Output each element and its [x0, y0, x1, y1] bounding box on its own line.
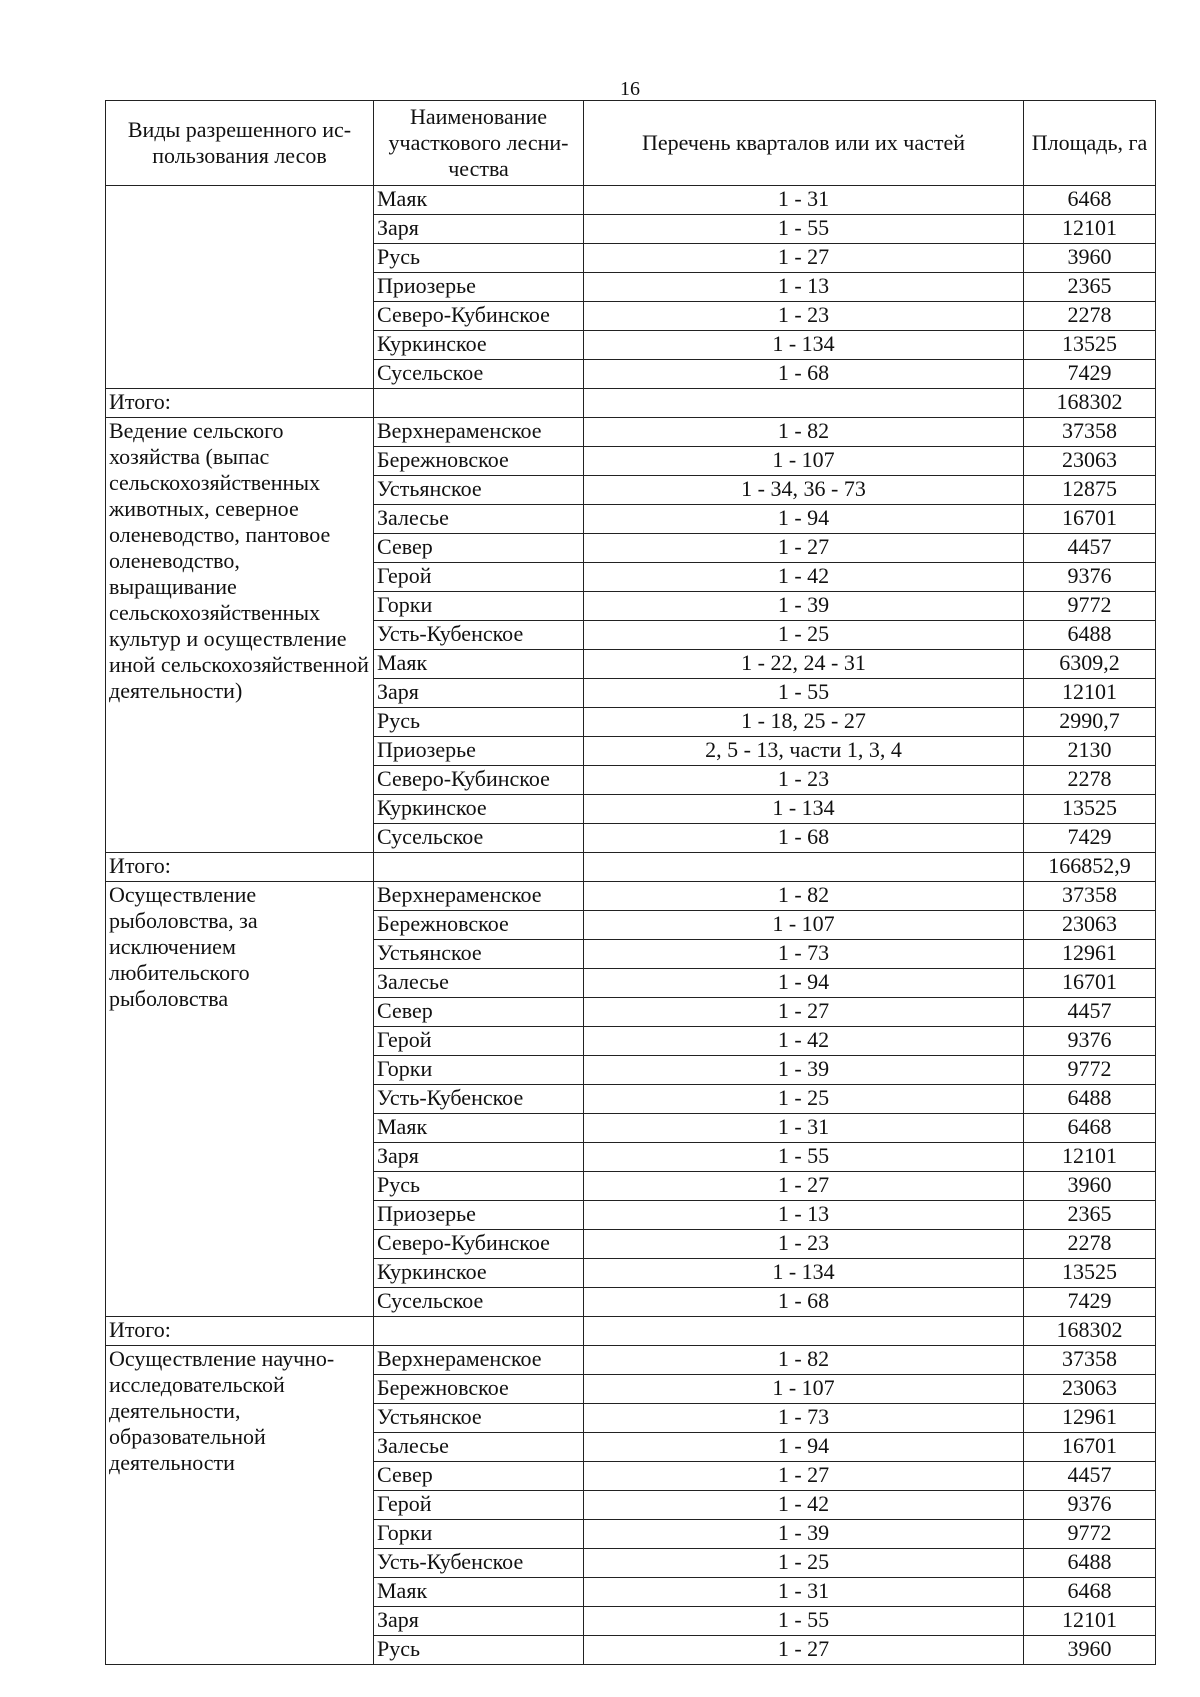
area-cell: 9376	[1024, 563, 1156, 592]
total-row	[106, 389, 1156, 418]
quarters-cell: 1 - 82	[584, 882, 1024, 911]
forestry-name-cell: Куркинское	[374, 331, 584, 360]
quarters-cell: 1 - 22, 24 - 31	[584, 650, 1024, 679]
forestry-name-cell: Русь	[374, 1636, 584, 1665]
quarters-cell: 1 - 27	[584, 534, 1024, 563]
forestry-name-cell: Маяк	[374, 1578, 584, 1607]
quarters-cell: 1 - 134	[584, 1259, 1024, 1288]
total-empty-cell	[374, 389, 584, 418]
area-cell: 2278	[1024, 766, 1156, 795]
quarters-cell: 1 - 23	[584, 766, 1024, 795]
forestry-name-cell: Северо-Кубинское	[374, 302, 584, 331]
quarters-cell: 1 - 31	[584, 1114, 1024, 1143]
header-area: Площадь, га	[1024, 101, 1156, 186]
forestry-name-cell: Бережновское	[374, 1375, 584, 1404]
quarters-cell: 1 - 34, 36 - 73	[584, 476, 1024, 505]
quarters-cell: 1 - 94	[584, 1433, 1024, 1462]
forestry-name-cell: Сусельское	[374, 1288, 584, 1317]
header-forestry: Наименование участкового лесни-чества	[374, 101, 584, 186]
area-cell: 7429	[1024, 360, 1156, 389]
area-cell: 4457	[1024, 998, 1156, 1027]
quarters-cell: 1 - 13	[584, 273, 1024, 302]
area-cell: 9376	[1024, 1491, 1156, 1520]
header-kind: Виды разрешенного ис-пользования лесов	[106, 101, 374, 186]
forestry-name-cell: Приозерье	[374, 1201, 584, 1230]
quarters-cell: 1 - 82	[584, 1346, 1024, 1375]
area-cell: 23063	[1024, 911, 1156, 940]
total-label: Итого:	[106, 389, 374, 418]
quarters-cell: 1 - 68	[584, 1288, 1024, 1317]
area-cell: 12961	[1024, 940, 1156, 969]
quarters-cell: 1 - 27	[584, 998, 1024, 1027]
total-row	[106, 853, 1156, 882]
forestry-name-cell: Герой	[374, 1491, 584, 1520]
forestry-name-cell: Сусельское	[374, 824, 584, 853]
forestry-name-cell: Бережновское	[374, 447, 584, 476]
quarters-cell: 1 - 39	[584, 1056, 1024, 1085]
area-cell: 6468	[1024, 1578, 1156, 1607]
area-cell: 16701	[1024, 969, 1156, 998]
total-empty-cell	[584, 853, 1024, 882]
forestry-name-cell: Маяк	[374, 186, 584, 215]
quarters-cell: 1 - 27	[584, 1462, 1024, 1491]
forestry-name-cell: Русь	[374, 244, 584, 273]
quarters-cell: 1 - 73	[584, 940, 1024, 969]
forestry-name-cell: Устьянское	[374, 1404, 584, 1433]
forestry-name-cell: Усть-Кубенское	[374, 1549, 584, 1578]
quarters-cell: 1 - 25	[584, 1085, 1024, 1114]
area-cell: 2278	[1024, 302, 1156, 331]
total-area: 168302	[1024, 389, 1156, 418]
quarters-cell: 1 - 27	[584, 1636, 1024, 1665]
forestry-name-cell: Усть-Кубенское	[374, 621, 584, 650]
table-row	[106, 1346, 1156, 1375]
area-cell: 7429	[1024, 1288, 1156, 1317]
area-cell: 37358	[1024, 418, 1156, 447]
total-empty-cell	[374, 853, 584, 882]
total-empty-cell	[374, 1317, 584, 1346]
table-body	[106, 186, 1156, 1665]
use-kind-cell: Осуществление рыболовства, за исключением любительского рыболовства	[106, 882, 374, 1317]
area-cell: 3960	[1024, 1172, 1156, 1201]
area-cell: 3960	[1024, 1636, 1156, 1665]
quarters-cell: 1 - 23	[584, 302, 1024, 331]
area-cell: 4457	[1024, 534, 1156, 563]
forestry-name-cell: Горки	[374, 1520, 584, 1549]
forestry-name-cell: Герой	[374, 563, 584, 592]
quarters-cell: 1 - 82	[584, 418, 1024, 447]
forestry-name-cell: Куркинское	[374, 1259, 584, 1288]
total-label: Итого:	[106, 1317, 374, 1346]
quarters-cell: 1 - 42	[584, 1491, 1024, 1520]
quarters-cell: 1 - 55	[584, 1143, 1024, 1172]
table-header	[106, 101, 1156, 186]
header-quarters: Перечень кварталов или их частей	[584, 101, 1024, 186]
area-cell: 9772	[1024, 592, 1156, 621]
area-cell: 16701	[1024, 505, 1156, 534]
quarters-cell: 1 - 134	[584, 795, 1024, 824]
table-row	[106, 186, 1156, 215]
quarters-cell: 1 - 27	[584, 1172, 1024, 1201]
quarters-cell: 1 - 39	[584, 592, 1024, 621]
forestry-name-cell: Север	[374, 534, 584, 563]
quarters-cell: 1 - 94	[584, 505, 1024, 534]
quarters-cell: 1 - 73	[584, 1404, 1024, 1433]
total-empty-cell	[584, 389, 1024, 418]
quarters-cell: 2, 5 - 13, части 1, 3, 4	[584, 737, 1024, 766]
total-area: 166852,9	[1024, 853, 1156, 882]
area-cell: 23063	[1024, 1375, 1156, 1404]
quarters-cell: 1 - 55	[584, 1607, 1024, 1636]
forestry-name-cell: Заря	[374, 679, 584, 708]
area-cell: 13525	[1024, 795, 1156, 824]
use-kind-cell	[106, 186, 374, 389]
use-kind-cell: Ведение сельского хозяйства (выпас сельскохозяйственных животных, северное оленеводство, пантовое оленеводство, выращивание сельскохозяйственных культур и осуществление иной сельскохозяйственной деятельности)	[106, 418, 374, 853]
quarters-cell: 1 - 31	[584, 1578, 1024, 1607]
forestry-name-cell: Верхнераменское	[374, 1346, 584, 1375]
quarters-cell: 1 - 13	[584, 1201, 1024, 1230]
total-empty-cell	[584, 1317, 1024, 1346]
area-cell: 6488	[1024, 621, 1156, 650]
forestry-name-cell: Устьянское	[374, 476, 584, 505]
quarters-cell: 1 - 25	[584, 621, 1024, 650]
forestry-name-cell: Маяк	[374, 650, 584, 679]
forestry-name-cell: Залесье	[374, 969, 584, 998]
area-cell: 2278	[1024, 1230, 1156, 1259]
area-cell: 9772	[1024, 1520, 1156, 1549]
forestry-name-cell: Заря	[374, 215, 584, 244]
area-cell: 7429	[1024, 824, 1156, 853]
forestry-name-cell: Горки	[374, 1056, 584, 1085]
area-cell: 9772	[1024, 1056, 1156, 1085]
forestry-name-cell: Приозерье	[374, 737, 584, 766]
quarters-cell: 1 - 23	[584, 1230, 1024, 1259]
forestry-name-cell: Русь	[374, 1172, 584, 1201]
page-number: 16	[620, 78, 640, 100]
area-cell: 2365	[1024, 1201, 1156, 1230]
total-area: 168302	[1024, 1317, 1156, 1346]
total-label: Итого:	[106, 853, 374, 882]
forestry-name-cell: Куркинское	[374, 795, 584, 824]
quarters-cell: 1 - 42	[584, 563, 1024, 592]
forestry-name-cell: Северо-Кубинское	[374, 766, 584, 795]
quarters-cell: 1 - 31	[584, 186, 1024, 215]
area-cell: 16701	[1024, 1433, 1156, 1462]
quarters-cell: 1 - 68	[584, 360, 1024, 389]
area-cell: 12101	[1024, 679, 1156, 708]
area-cell: 9376	[1024, 1027, 1156, 1056]
quarters-cell: 1 - 18, 25 - 27	[584, 708, 1024, 737]
forestry-name-cell: Верхнераменское	[374, 418, 584, 447]
area-cell: 4457	[1024, 1462, 1156, 1491]
forestry-name-cell: Верхнераменское	[374, 882, 584, 911]
forestry-name-cell: Горки	[374, 592, 584, 621]
forestry-name-cell: Север	[374, 1462, 584, 1491]
forestry-name-cell: Русь	[374, 708, 584, 737]
quarters-cell: 1 - 68	[584, 824, 1024, 853]
area-cell: 2365	[1024, 273, 1156, 302]
forestry-name-cell: Герой	[374, 1027, 584, 1056]
total-row	[106, 1317, 1156, 1346]
forestry-name-cell: Устьянское	[374, 940, 584, 969]
quarters-cell: 1 - 107	[584, 1375, 1024, 1404]
area-cell: 13525	[1024, 1259, 1156, 1288]
area-cell: 2990,7	[1024, 708, 1156, 737]
quarters-cell: 1 - 39	[584, 1520, 1024, 1549]
area-cell: 6488	[1024, 1549, 1156, 1578]
quarters-cell: 1 - 25	[584, 1549, 1024, 1578]
area-cell: 12101	[1024, 1143, 1156, 1172]
area-cell: 37358	[1024, 882, 1156, 911]
quarters-cell: 1 - 27	[584, 244, 1024, 273]
quarters-cell: 1 - 55	[584, 679, 1024, 708]
area-cell: 13525	[1024, 331, 1156, 360]
area-cell: 23063	[1024, 447, 1156, 476]
area-cell: 6468	[1024, 1114, 1156, 1143]
area-cell: 6468	[1024, 186, 1156, 215]
area-cell: 2130	[1024, 737, 1156, 766]
area-cell: 12101	[1024, 1607, 1156, 1636]
area-cell: 12961	[1024, 1404, 1156, 1433]
quarters-cell: 1 - 134	[584, 331, 1024, 360]
quarters-cell: 1 - 42	[584, 1027, 1024, 1056]
quarters-cell: 1 - 94	[584, 969, 1024, 998]
forestry-name-cell: Заря	[374, 1607, 584, 1636]
forestry-name-cell: Залесье	[374, 505, 584, 534]
area-cell: 37358	[1024, 1346, 1156, 1375]
area-cell: 3960	[1024, 244, 1156, 273]
forestry-name-cell: Северо-Кубинское	[374, 1230, 584, 1259]
forest-use-table	[105, 100, 1156, 1665]
forestry-name-cell: Залесье	[374, 1433, 584, 1462]
area-cell: 12101	[1024, 215, 1156, 244]
area-cell: 6309,2	[1024, 650, 1156, 679]
quarters-cell: 1 - 107	[584, 447, 1024, 476]
table-row	[106, 882, 1156, 911]
quarters-cell: 1 - 107	[584, 911, 1024, 940]
table-row	[106, 418, 1156, 447]
forestry-name-cell: Бережновское	[374, 911, 584, 940]
quarters-cell: 1 - 55	[584, 215, 1024, 244]
forestry-name-cell: Усть-Кубенское	[374, 1085, 584, 1114]
forestry-name-cell: Приозерье	[374, 273, 584, 302]
area-cell: 12875	[1024, 476, 1156, 505]
area-cell: 6488	[1024, 1085, 1156, 1114]
use-kind-cell: Осуществление научно-исследовательской деятельности, образовательной деятельности	[106, 1346, 374, 1665]
forestry-name-cell: Север	[374, 998, 584, 1027]
forestry-name-cell: Заря	[374, 1143, 584, 1172]
forestry-name-cell: Маяк	[374, 1114, 584, 1143]
forestry-name-cell: Сусельское	[374, 360, 584, 389]
